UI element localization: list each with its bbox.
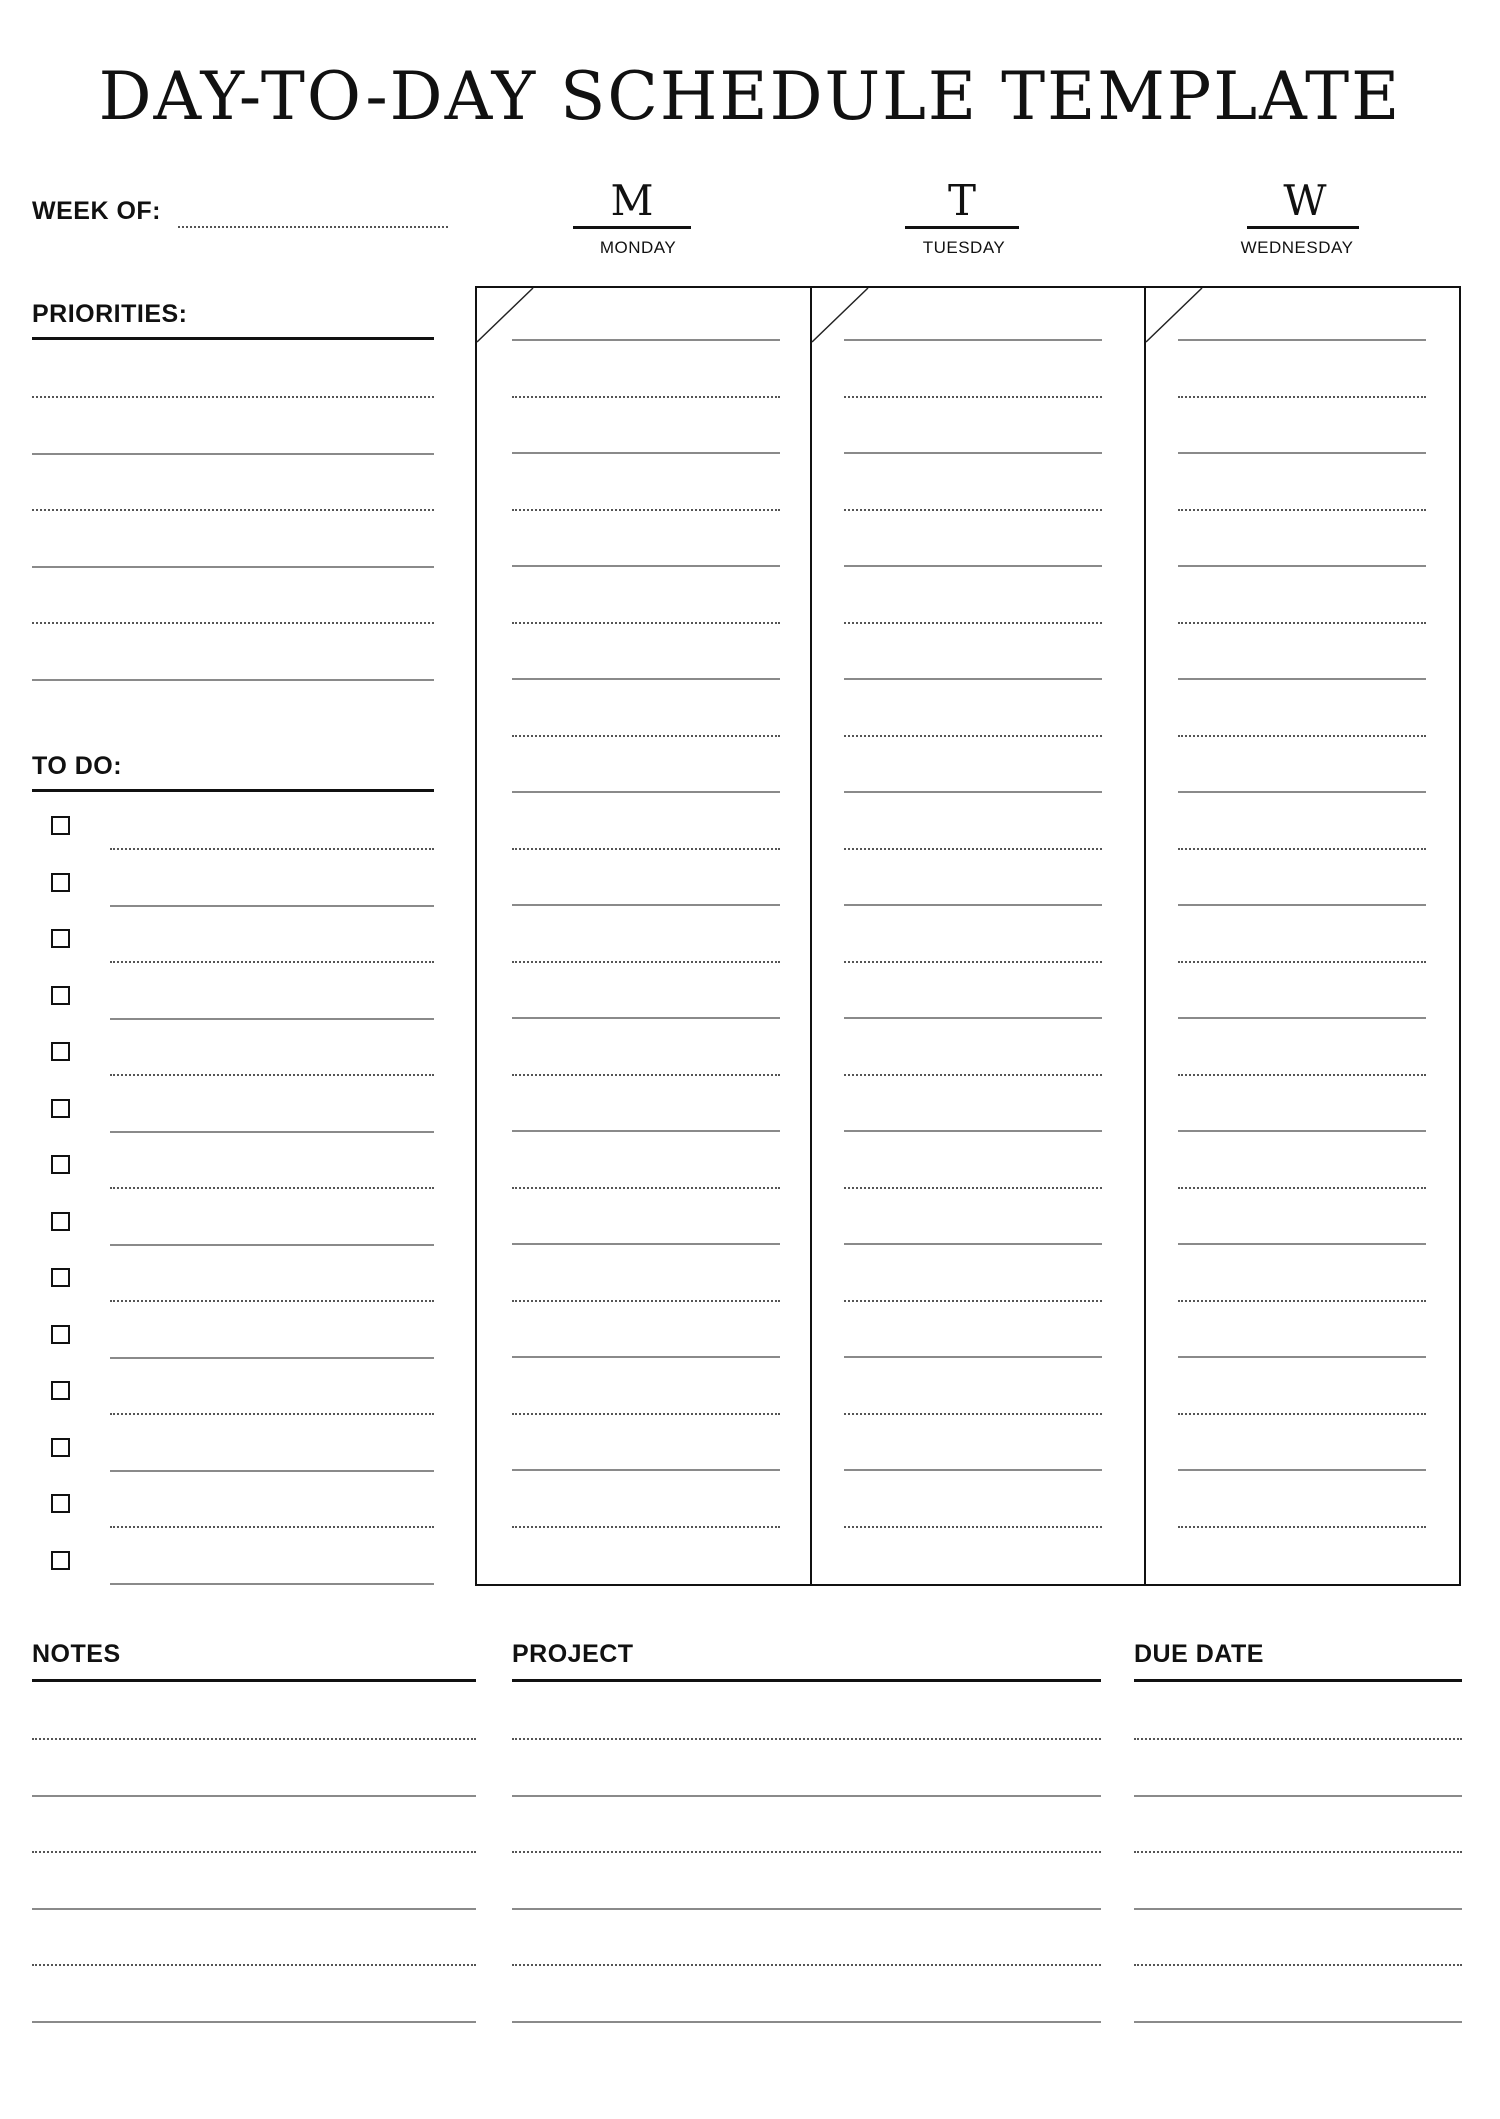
day-grid-line[interactable] (1178, 1413, 1426, 1415)
day-grid-line[interactable] (844, 1187, 1102, 1189)
todo-checkbox[interactable] (51, 873, 70, 892)
todo-line[interactable] (110, 1074, 434, 1076)
day-name-tuesday: TUESDAY (922, 238, 1006, 257)
day-underline-tuesday (905, 226, 1019, 229)
day-grid-line[interactable] (1178, 1074, 1426, 1076)
todo-line[interactable] (110, 1413, 434, 1415)
todo-underline (32, 789, 434, 792)
day-grid-line[interactable] (844, 904, 1102, 906)
bottom-line[interactable] (1134, 1795, 1462, 1797)
todo-checkbox[interactable] (51, 1042, 70, 1061)
day-grid-line[interactable] (512, 1074, 780, 1076)
todo-checkbox[interactable] (51, 1155, 70, 1174)
day-letter-wednesday: W (1283, 176, 1327, 225)
todo-checkbox[interactable] (51, 816, 70, 835)
todo-line[interactable] (110, 1018, 434, 1020)
day-grid-line[interactable] (844, 565, 1102, 567)
bottom-line[interactable] (32, 1795, 476, 1797)
day-grid-line[interactable] (844, 961, 1102, 963)
week-of-field[interactable] (178, 226, 448, 228)
day-grid-line[interactable] (844, 1469, 1102, 1471)
day-grid-line[interactable] (512, 622, 780, 624)
bottom-line[interactable] (1134, 1738, 1462, 1740)
todo-line[interactable] (110, 1357, 434, 1359)
day-grid-line[interactable] (1178, 791, 1426, 793)
todo-line[interactable] (110, 1244, 434, 1246)
day-grid-line[interactable] (844, 452, 1102, 454)
todo-checkbox[interactable] (51, 1099, 70, 1118)
day-grid-line[interactable] (1178, 1017, 1426, 1019)
grid-divider-1 (810, 286, 812, 1586)
bottom-line[interactable] (1134, 1851, 1462, 1853)
day-grid-line[interactable] (512, 791, 780, 793)
todo-checkbox[interactable] (51, 1212, 70, 1231)
day-grid-line[interactable] (1178, 1243, 1426, 1245)
day-grid-line[interactable] (512, 735, 780, 737)
day-grid-line[interactable] (1178, 1187, 1426, 1189)
day-grid-line[interactable] (844, 1526, 1102, 1528)
day-grid-line[interactable] (1178, 961, 1426, 963)
day-grid-line[interactable] (1178, 1469, 1426, 1471)
page-title: DAY-TO-DAY SCHEDULE TEMPLATE (98, 58, 1402, 135)
todo-line[interactable] (110, 1131, 434, 1133)
day-grid-line[interactable] (512, 1356, 780, 1358)
todo-checkbox[interactable] (51, 929, 70, 948)
day-grid-line[interactable] (1178, 452, 1426, 454)
day-grid-line[interactable] (1178, 678, 1426, 680)
todo-checkbox[interactable] (51, 1494, 70, 1513)
bottom-line[interactable] (32, 1851, 476, 1853)
day-grid-line[interactable] (512, 1017, 780, 1019)
project-label: PROJECT (512, 1640, 634, 1668)
day-grid-line[interactable] (844, 1017, 1102, 1019)
day-grid-line[interactable] (844, 1130, 1102, 1132)
bottom-line[interactable] (32, 1964, 476, 1966)
day-grid-line[interactable] (1178, 339, 1426, 341)
todo-checkbox[interactable] (51, 1325, 70, 1344)
day-grid-line[interactable] (512, 396, 780, 398)
day-grid-line[interactable] (1178, 1356, 1426, 1358)
day-grid-line[interactable] (512, 1526, 780, 1528)
priorities-label: PRIORITIES: (32, 300, 188, 328)
todo-line[interactable] (110, 1526, 434, 1528)
day-grid-line[interactable] (512, 1243, 780, 1245)
day-grid-line[interactable] (512, 565, 780, 567)
todo-line[interactable] (110, 1187, 434, 1189)
day-grid-line[interactable] (844, 1356, 1102, 1358)
day-grid-line[interactable] (512, 678, 780, 680)
day-grid-line[interactable] (844, 339, 1102, 341)
day-grid-line[interactable] (512, 452, 780, 454)
todo-line[interactable] (110, 905, 434, 907)
day-grid-line[interactable] (512, 509, 780, 511)
priorities-underline (32, 337, 434, 340)
day-grid-line[interactable] (1178, 565, 1426, 567)
corner-mark-wednesday (1146, 288, 1202, 342)
priority-line[interactable] (32, 396, 434, 398)
todo-line[interactable] (110, 848, 434, 850)
day-grid-line[interactable] (1178, 509, 1426, 511)
due-date-label: DUE DATE (1134, 1640, 1264, 1668)
priority-line[interactable] (32, 453, 434, 455)
day-grid-line[interactable] (1178, 622, 1426, 624)
grid-divider-2 (1144, 286, 1146, 1586)
todo-line[interactable] (110, 1300, 434, 1302)
bottom-line[interactable] (32, 1908, 476, 1910)
bottom-line[interactable] (512, 1964, 1101, 1966)
corner-mark-monday (477, 288, 533, 342)
day-grid-line[interactable] (844, 678, 1102, 680)
notes-underline (32, 1679, 476, 1682)
day-letter-monday: M (610, 176, 654, 225)
todo-label: TO DO: (32, 752, 123, 780)
corner-mark-tuesday (812, 288, 868, 342)
day-grid-line[interactable] (512, 1300, 780, 1302)
priority-line[interactable] (32, 622, 434, 624)
bottom-line[interactable] (512, 1738, 1101, 1740)
week-of-label: WEEK OF: (32, 197, 161, 225)
day-grid-line[interactable] (512, 1187, 780, 1189)
day-underline-wednesday (1247, 226, 1359, 229)
bottom-line[interactable] (512, 1908, 1101, 1910)
todo-line[interactable] (110, 961, 434, 963)
day-grid-line[interactable] (1178, 1300, 1426, 1302)
day-letter-tuesday: T (947, 176, 976, 225)
todo-line[interactable] (110, 1583, 434, 1585)
day-grid-line[interactable] (1178, 904, 1426, 906)
day-grid-line[interactable] (512, 1469, 780, 1471)
bottom-line[interactable] (32, 2021, 476, 2023)
day-grid-line[interactable] (844, 1413, 1102, 1415)
bottom-line[interactable] (512, 1795, 1101, 1797)
todo-checkbox[interactable] (51, 1381, 70, 1400)
grid-corner-marks (475, 286, 1461, 346)
project-underline (512, 1679, 1101, 1682)
todo-checkbox[interactable] (51, 1551, 70, 1570)
bottom-line[interactable] (1134, 1964, 1462, 1966)
day-grid-line[interactable] (512, 961, 780, 963)
day-grid-line[interactable] (844, 791, 1102, 793)
day-grid-line[interactable] (1178, 1526, 1426, 1528)
notes-label: NOTES (32, 1640, 121, 1668)
bottom-line[interactable] (32, 1738, 476, 1740)
priority-line[interactable] (32, 509, 434, 511)
priority-line[interactable] (32, 679, 434, 681)
day-grid-line[interactable] (512, 904, 780, 906)
day-grid-line[interactable] (844, 848, 1102, 850)
todo-checkbox[interactable] (51, 986, 70, 1005)
bottom-line[interactable] (1134, 1908, 1462, 1910)
day-grid (475, 286, 1461, 1586)
bottom-line[interactable] (512, 2021, 1101, 2023)
day-grid-line[interactable] (844, 735, 1102, 737)
day-grid-line[interactable] (1178, 396, 1426, 398)
day-grid-line[interactable] (844, 622, 1102, 624)
day-grid-line[interactable] (844, 1300, 1102, 1302)
day-grid-line[interactable] (844, 509, 1102, 511)
day-grid-line[interactable] (844, 1243, 1102, 1245)
due-date-underline (1134, 1679, 1462, 1682)
todo-line[interactable] (110, 1470, 434, 1472)
day-grid-line[interactable] (512, 1130, 780, 1132)
day-grid-line[interactable] (1178, 1130, 1426, 1132)
day-grid-line[interactable] (1178, 735, 1426, 737)
bottom-line[interactable] (1134, 2021, 1462, 2023)
day-grid-line[interactable] (1178, 848, 1426, 850)
bottom-line[interactable] (512, 1851, 1101, 1853)
day-grid-line[interactable] (512, 848, 780, 850)
day-grid-line[interactable] (844, 1074, 1102, 1076)
priority-line[interactable] (32, 566, 434, 568)
day-grid-line[interactable] (844, 396, 1102, 398)
day-name-monday: MONDAY (599, 238, 677, 257)
day-underline-monday (573, 226, 691, 229)
todo-checkbox[interactable] (51, 1438, 70, 1457)
todo-checkbox[interactable] (51, 1268, 70, 1287)
day-grid-line[interactable] (512, 1413, 780, 1415)
day-name-wednesday: WEDNESDAY (1240, 238, 1354, 257)
day-grid-line[interactable] (512, 339, 780, 341)
